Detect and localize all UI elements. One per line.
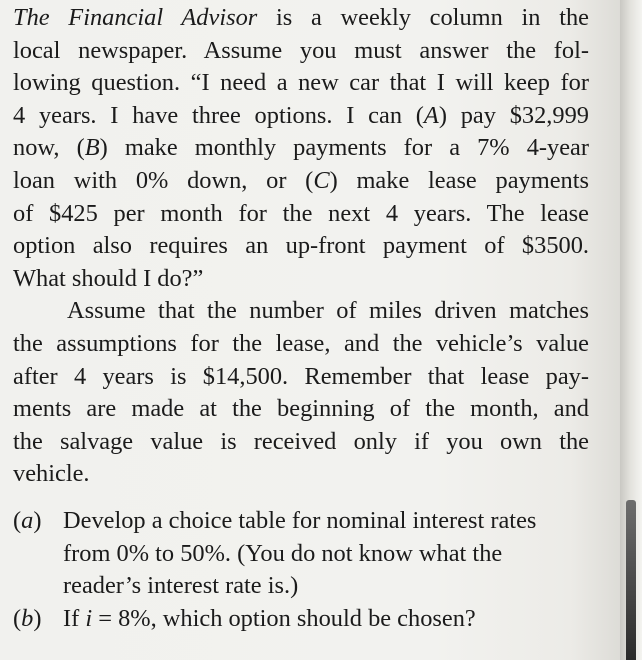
- part-b-label: (b): [13, 604, 42, 632]
- part-b: [13, 603, 589, 636]
- text-line: of $425 per month for the next 4 years. The lease: [13, 199, 589, 227]
- part-b-line: (b) If i = 8%, which option should be chosen?: [13, 603, 589, 636]
- option-b-letter: B: [84, 134, 100, 162]
- paragraph-2-line: ments are made at the beginning of the month, and: [13, 395, 589, 423]
- column-title: The Financial Advisor: [13, 4, 258, 31]
- option-a-letter: A: [423, 101, 439, 129]
- paragraph-2-line: Assume that the number of miles driven matches: [67, 297, 589, 325]
- part-a-line: reader’s interest rate is.): [63, 572, 299, 600]
- part-a-line: from 0% to 50%. (You do not know what the: [63, 539, 503, 567]
- text-line: What should I do?”: [13, 264, 204, 292]
- paragraph-2-line: vehicle.: [13, 460, 90, 488]
- part-a-label: (a): [13, 506, 42, 534]
- book-spine-edge: [620, 0, 642, 660]
- text-line: loan with 0% down, or (C) make lease payments: [13, 166, 589, 194]
- paragraph-2-line: after 4 years is $14,500. Remember that lease pay-: [13, 362, 589, 390]
- spine-shadow: [626, 500, 636, 660]
- part-a-line: (a) Develop a choice table for nominal interest rates: [13, 505, 589, 538]
- text-line: lowing question. “I need a new car that I will keep for: [13, 69, 589, 97]
- interest-variable: i: [85, 604, 93, 632]
- text-line: The Financial Advisor is a weekly column in the: [13, 4, 589, 31]
- text-line: local newspaper. Assume you must answer the fol-: [13, 36, 589, 64]
- option-c-letter: C: [313, 166, 330, 194]
- paragraph-2-line: the salvage value is received only if you own the: [13, 427, 589, 455]
- part-a: [13, 505, 589, 603]
- paragraph-2-line: the assumptions for the lease, and the vehicle’s value: [13, 329, 589, 357]
- text-line: 4 years. I have three options. I can (A) pay $32,999: [13, 101, 589, 129]
- problem-text: [13, 2, 589, 635]
- text-line: option also requires an up-front payment of $3500.: [13, 232, 589, 260]
- text-line: now, (B) make monthly payments for a 7% 4-year: [13, 134, 589, 162]
